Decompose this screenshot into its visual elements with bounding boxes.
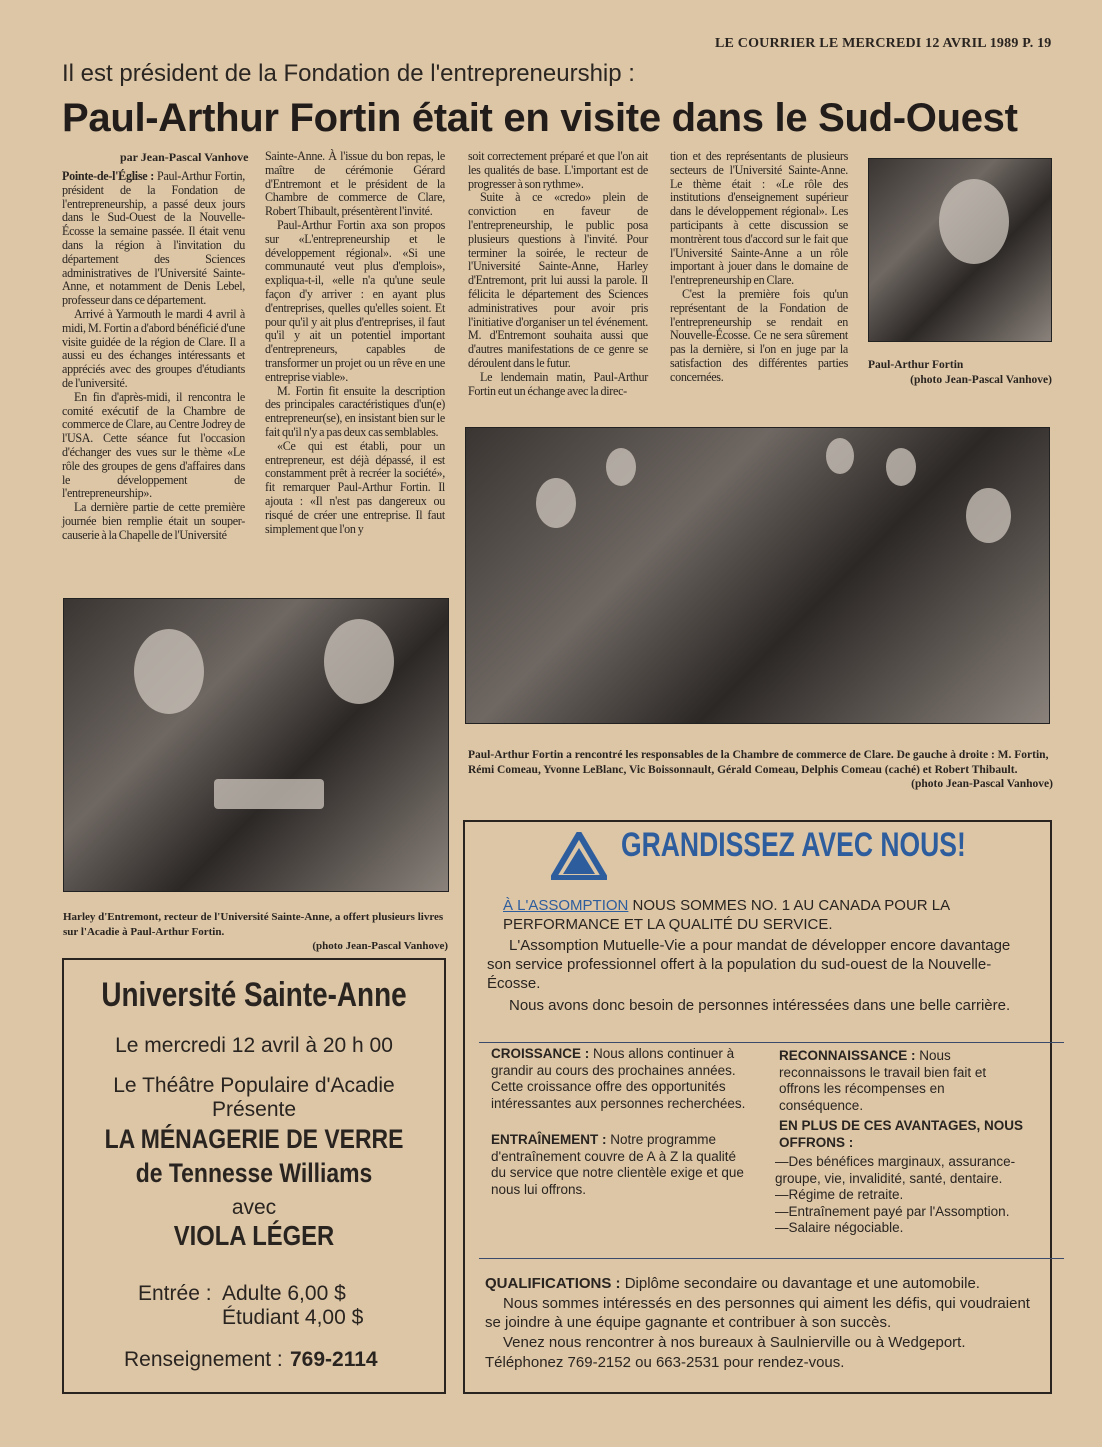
ad-play-title: LA MÉNAGERIE DE VERRE	[104, 1124, 404, 1154]
photo2-caption: Paul-Arthur Fortin a rencontré les responsables de la Chambre de commerce de Clare. De gauche à droite : M. Fortin, Rémi Comeau, Yvonne LeBlanc, Vic Boissonnault, Gérald Comeau, Delphis Comeau (caché) et Robert Thibault.	[468, 749, 1049, 776]
article-column-2	[265, 150, 445, 536]
ad-star: VIOLA LÉGER	[173, 1220, 335, 1251]
ad-intro	[503, 896, 1033, 934]
ad-paragraph-2: Nous avons donc besoin de personnes intéressées dans une belle carrière.	[509, 997, 1011, 1014]
ad-author: de Tennesse Williams	[135, 1158, 373, 1188]
label: CROISSANCE :	[491, 1046, 590, 1061]
label: QUALIFICATIONS :	[485, 1275, 621, 1292]
paragraph: C'est la première fois qu'un représentant de la Fondation de l'entrepreneurship se rendait en Nouvelle-Écosse. Ce ne sera sûrement pas la dernière, si l'on en juge par la satisfaction des différentes parties concernées.	[670, 286, 848, 384]
ad-title: Université Sainte-Anne	[101, 976, 407, 1014]
article-kicker: Il est président de la Fondation de l'entrepreneurship :	[62, 60, 635, 87]
ad-info-label: Renseignement :	[124, 1348, 283, 1371]
ad-universite-sainte-anne	[62, 958, 446, 1394]
paragraph: soit correctement préparé et que l'on ait les qualités de base. L'important est de progresser à son rythme».	[468, 149, 648, 191]
list-item: —Des bénéfices marginaux, assurance-groupe, vie, invalidité, santé, dentaire.	[775, 1154, 1016, 1186]
text: Diplôme secondaire ou davantage et une automobile.	[620, 1275, 980, 1292]
ad-presente: Présente	[211, 1098, 297, 1121]
ad-price-student: Étudiant 4,00 $	[222, 1306, 364, 1329]
text: Nous reconnaissons le travail bien fait et offrons les récompenses en conséquence.	[779, 1048, 987, 1113]
photo3-caption-block	[63, 910, 448, 954]
photo2-credit: (photo Jean-Pascal Vanhove)	[911, 778, 1053, 790]
paragraph: En fin d'après-midi, il rencontra le comité exécutif de la Chambre de commerce de Clare, au Centre Jodrey de l'USA. Cette séance fut l'occasion d'échanger des vues sur le thème «Le rôle des groupes de gens d'affaires dans le développement de l'entrepreneurship».	[62, 389, 245, 501]
ad-intro-text: NOUS SOMMES NO. 1 AU CANADA POUR LA PERFORMANCE ET LA QUALITÉ DU SERVICE.	[503, 897, 950, 933]
paragraph: «Ce qui est établi, pour un entrepreneur, est déjà dépassé, il est constamment prêt à recréer la société», fit remarquer Paul-Arthur Fortin. Il ajouta : «Il n'est pas dangereux ou risqué de créer une entreprise. Il faut simplement que l'on y	[265, 438, 445, 536]
ad-phone: 769-2114	[290, 1348, 378, 1371]
paragraph: Sainte-Anne. À l'issue du bon repas, le maître de cérémonie Gérard d'Entremont et le président de la Chambre de commerce de Clare, Robert Thibault, présentèrent l'invité.	[265, 149, 445, 219]
paragraph: Suite à ce «credo» plein de conviction en faveur de l'entrepreneurship, le public posa plusieurs questions à l'invité. Pour terminer la soirée, le recteur de l'Université Sainte-Anne, Harley d'Entremont, prit lui aussi la parole. Il félicita le département des Sciences administratives pour avoir pris l'initiative d'organiser un tel événement. M. d'Entremont souhaita aussi que d'autres manifestations de ce genre se déroulent dans le futur.	[468, 190, 648, 370]
list-item: —Entraînement payé par l'Assomption.	[775, 1203, 1010, 1219]
article-column-4	[670, 150, 848, 385]
ad-avantages-list	[775, 1154, 1019, 1237]
ad-headline: GRANDISSEZ AVEC NOUS!	[621, 826, 966, 864]
ad-croissance	[491, 1046, 753, 1112]
paragraph: La dernière partie de cette première journée bien remplie était un souper-causerie à la Chapelle de l'Université	[62, 500, 245, 542]
text: Nous allons continuer à grandir au cours des prochaines années. Cette croissance offre des opportunités intéressantes aux personnes recherchées.	[491, 1046, 746, 1111]
paragraph: Paul-Arthur Fortin, président de la Fondation de l'entrepreneurship, a passé deux jours dans le Sud-Ouest de la Nouvelle-Écosse la semaine passée. Il était venu dans la région à l'invitation du département des Sciences administratives de l'Université Sainte-Anne, et notamment de Denis Lebel, professeur dans ce département.	[62, 169, 245, 308]
ad-with: avec	[231, 1196, 277, 1219]
photo1-credit: (photo Jean-Pascal Vanhove)	[910, 373, 1052, 386]
label: ENTRAÎNEMENT :	[491, 1132, 607, 1147]
paragraph: Le lendemain matin, Paul-Arthur Fortin eut un échange avec la direc-	[468, 369, 648, 398]
dateline: Pointe-de-l'Église :	[62, 169, 155, 183]
photo3-credit: (photo Jean-Pascal Vanhove)	[312, 940, 448, 952]
text: Notre programme d'entraînement couvre de A à Z la qualité du service que notre clientèle exige et que nous lui offrons.	[491, 1132, 744, 1197]
label: RECONNAISSANCE :	[779, 1048, 916, 1063]
ad-entry-label: Entrée :	[138, 1282, 212, 1305]
photo1-caption-block	[868, 358, 1052, 387]
article-column-1	[62, 170, 245, 543]
list-item: —Régime de retraite.	[775, 1187, 904, 1202]
photo-handshake	[63, 598, 449, 892]
photo2-caption-block	[468, 748, 1053, 792]
paragraph: Arrivé à Yarmouth le mardi 4 avril à midi, M. Fortin a d'abord bénéficié d'une visite guidée de la région de Clare. Il a aussi eu des échanges intéressants et appréciés avec des groupes d'étudiants de l'université.	[62, 306, 245, 390]
ad-avantages-label: EN PLUS DE CES AVANTAGES, NOUS OFFRONS :	[779, 1118, 1024, 1150]
ad-reconnaissance	[779, 1048, 1019, 1114]
photo3-caption: Harley d'Entremont, recteur de l'Université Sainte-Anne, a offert plusieurs livres sur l'Acadie à Paul-Arthur Fortin.	[63, 911, 444, 938]
ad-qualifications	[485, 1274, 1035, 1293]
ad-paragraph-1: L'Assomption Mutuelle-Vie a pour mandat de développer encore davantage son service professionnel offert à la population du sud-ouest de la Nouvelle-Écosse.	[487, 937, 1011, 992]
paragraph: M. Fortin fit ensuite la description des principales caractéristiques d'un(e) entrepreneur(se), en insistant bien sur le fait qu'il n'y a pas deux cas semblables.	[265, 383, 445, 439]
assomption-logo-icon	[551, 832, 607, 880]
list-item: —Salaire négociable.	[775, 1220, 904, 1235]
photo-portrait-fortin	[868, 158, 1052, 342]
page-folio: LE COURRIER LE MERCREDI 12 AVRIL 1989 P. 19	[715, 36, 1052, 51]
photo-meeting	[465, 427, 1050, 724]
ad-assomption	[463, 820, 1052, 1394]
article-byline: par Jean-Pascal Vanhove	[120, 150, 249, 164]
article-headline: Paul-Arthur Fortin était en visite dans le Sud-Ouest	[62, 96, 1018, 140]
paragraph: tion et des représentants de plusieurs secteurs de l'Université Sainte-Anne. Le thème était : «Le rôle des institutions d'enseignement supérieur dans le développement régional». Les participants à cette discussion se montrèrent tous d'accord sur le fait que l'Université Sainte-Anne a un rôle important à jouer dans le domaine de l'entrepreneurship en Clare.	[670, 149, 848, 288]
photo1-caption: Paul-Arthur Fortin	[868, 359, 964, 371]
ad-price-adult: Adulte 6,00 $	[222, 1282, 346, 1305]
paragraph: Paul-Arthur Fortin axa son propos sur «L'entrepreneurship et le développement régional». «Si une communauté veut plus d'emplois», expliqua-t-il, «elle n'a qu'une seule façon d'y arriver : en ayant plus d'entreprises, quelles qu'elles soient. Et pour qu'il y ait plus d'entreprises, il faut qu'il y ait un potentiel important d'entrepreneurs, capables de transformer un projet ou un rêve en une entreprise viable».	[265, 217, 445, 384]
article-column-3	[468, 150, 648, 398]
ad-qualif-3: Venez nous rencontrer à nos bureaux à Saulnierville ou à Wedgeport.	[503, 1334, 966, 1351]
ad-qualif-4: Téléphonez 769-2152 ou 663-2531 pour rendez-vous.	[485, 1354, 845, 1371]
ad-presenter: Le Théâtre Populaire d'Acadie	[113, 1074, 395, 1097]
ad-date: Le mercredi 12 avril à 20 h 00	[115, 1034, 393, 1057]
ad-entrainement	[491, 1132, 753, 1198]
ad-qualif-2: Nous sommes intéressés en des personnes qui aiment les défis, qui voudraient se joindre à une équipe gagnante et contribuer à son succès.	[485, 1295, 1030, 1331]
ad-brand: À L'ASSOMPTION	[503, 897, 629, 914]
